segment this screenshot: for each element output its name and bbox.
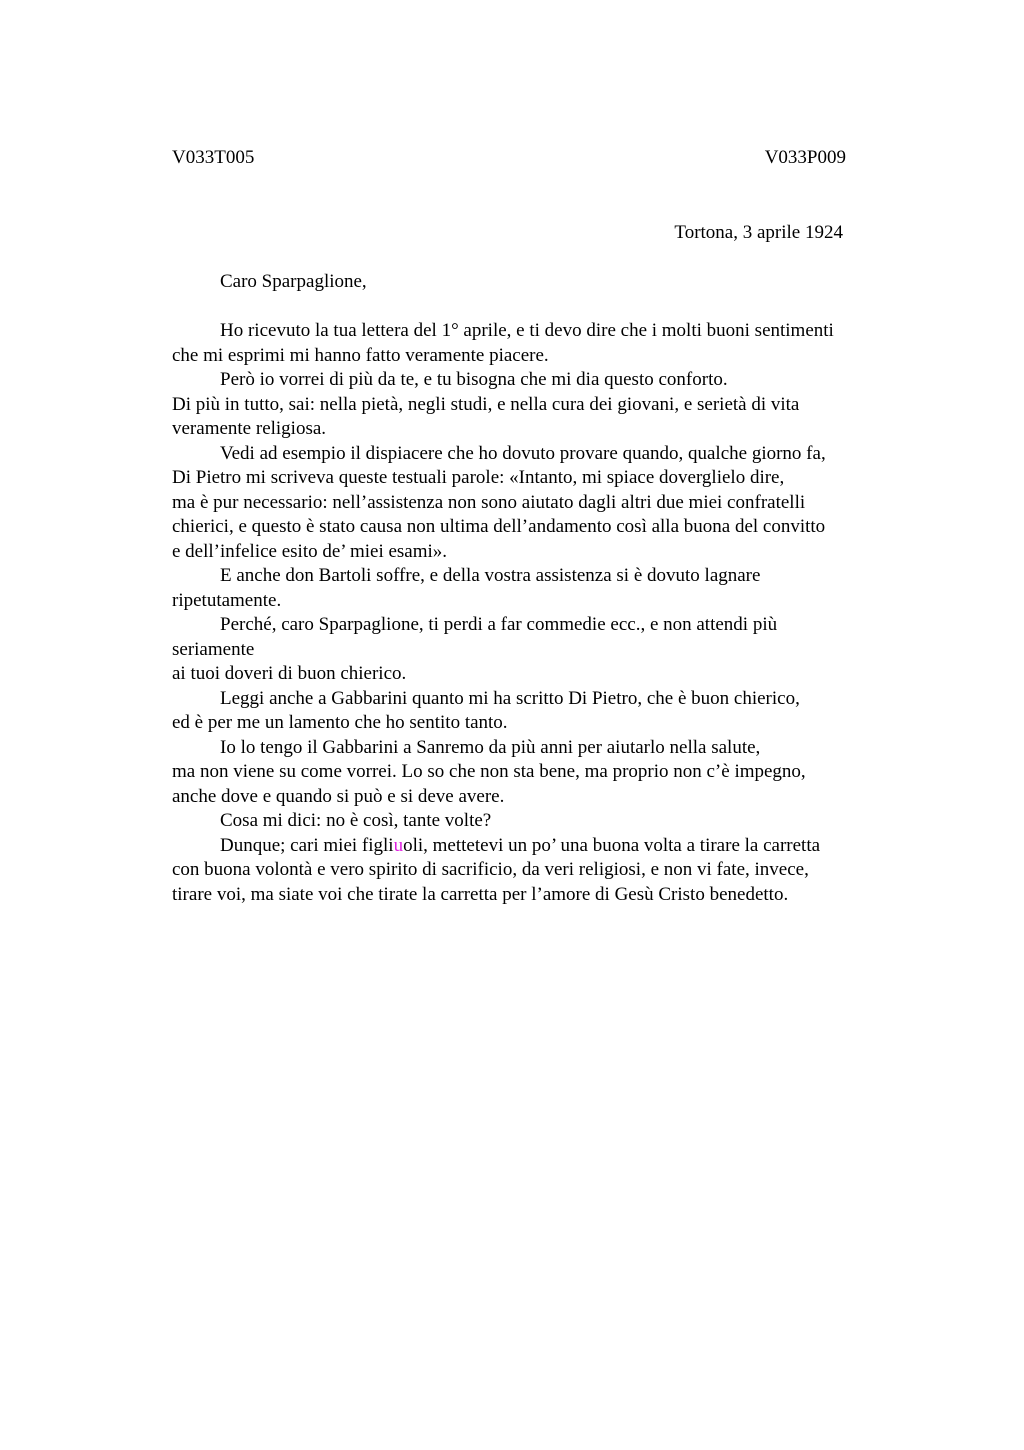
- body-line: anche dove e quando si può e si deve avere.: [172, 785, 505, 807]
- body-line: ripetutamente.: [172, 589, 282, 611]
- body-line: ai tuoi doveri di buon chierico.: [172, 663, 407, 684]
- letter-body: [172, 319, 892, 907]
- body-line: Cosa mi dici: no è così, tante volte?: [220, 810, 492, 831]
- body-line: Io lo tengo il Gabbarini a Sanremo da più anni per aiutarlo nella salute,: [220, 736, 761, 758]
- letter-salutation: Caro Sparpaglione,: [220, 271, 367, 292]
- body-line: Vedi ad esempio il dispiacere che ho dovuto provare quando, qualche giorno fa,: [220, 442, 826, 464]
- body-line: ed è per me un lamento che ho sentito tanto.: [172, 712, 508, 733]
- body-line: e dell’infelice esito de’ miei esami».: [172, 540, 448, 562]
- body-line: ma non viene su come vorrei. Lo so che non sta bene, ma proprio non c’è impegno,: [172, 761, 806, 782]
- highlighted-letter: u: [393, 834, 404, 856]
- body-line: tirare voi, ma siate voi che tirate la carretta per l’amore di Gesù Cristo benedetto.: [172, 883, 789, 905]
- body-line: Di Pietro mi scriveva queste testuali parole: «Intanto, mi spiace doverglielo dire,: [172, 467, 785, 488]
- body-line: seriamente: [172, 638, 255, 660]
- letter-date: Tortona, 3 aprile 1924: [674, 222, 843, 243]
- body-line: Di più in tutto, sai: nella pietà, negli studi, e nella cura dei giovani, e serietà di vita: [172, 393, 800, 415]
- body-line-highlighted: [172, 834, 892, 859]
- line-text-after: oli, mettetevi un po’ una buona volta a tirare la carretta: [403, 834, 821, 856]
- body-line: ma è pur necessario: nell’assistenza non sono aiutato dagli altri due miei confratelli: [172, 491, 806, 513]
- body-line: chierici, e questo è stato causa non ultima dell’andamento così alla buona del convitto: [172, 516, 826, 537]
- body-line: Leggi anche a Gabbarini quanto mi ha scritto Di Pietro, che è buon chierico,: [220, 687, 800, 709]
- body-line: E anche don Bartoli soffre, e della vostra assistenza si è dovuto lagnare: [220, 565, 761, 586]
- archive-code-right: V033P009: [764, 147, 846, 168]
- archive-code-left: V033T005: [172, 147, 255, 168]
- body-line: Ho ricevuto la tua lettera del 1° aprile, e ti devo dire che i molti buoni sentimenti: [220, 320, 834, 341]
- body-line: veramente religiosa.: [172, 418, 327, 439]
- line-text-before: Dunque; cari miei figli: [220, 834, 394, 856]
- body-line: con buona volontà e vero spirito di sacrificio, da veri religiosi, e non vi fate, invece,: [172, 859, 809, 880]
- document-header: [172, 147, 846, 171]
- body-line: che mi esprimi mi hanno fatto veramente piacere.: [172, 344, 549, 366]
- body-line: Però io vorrei di più da te, e tu bisogna che mi dia questo conforto.: [220, 369, 728, 390]
- body-line: Perché, caro Sparpaglione, ti perdi a far commedie ecc., e non attendi più: [220, 614, 778, 635]
